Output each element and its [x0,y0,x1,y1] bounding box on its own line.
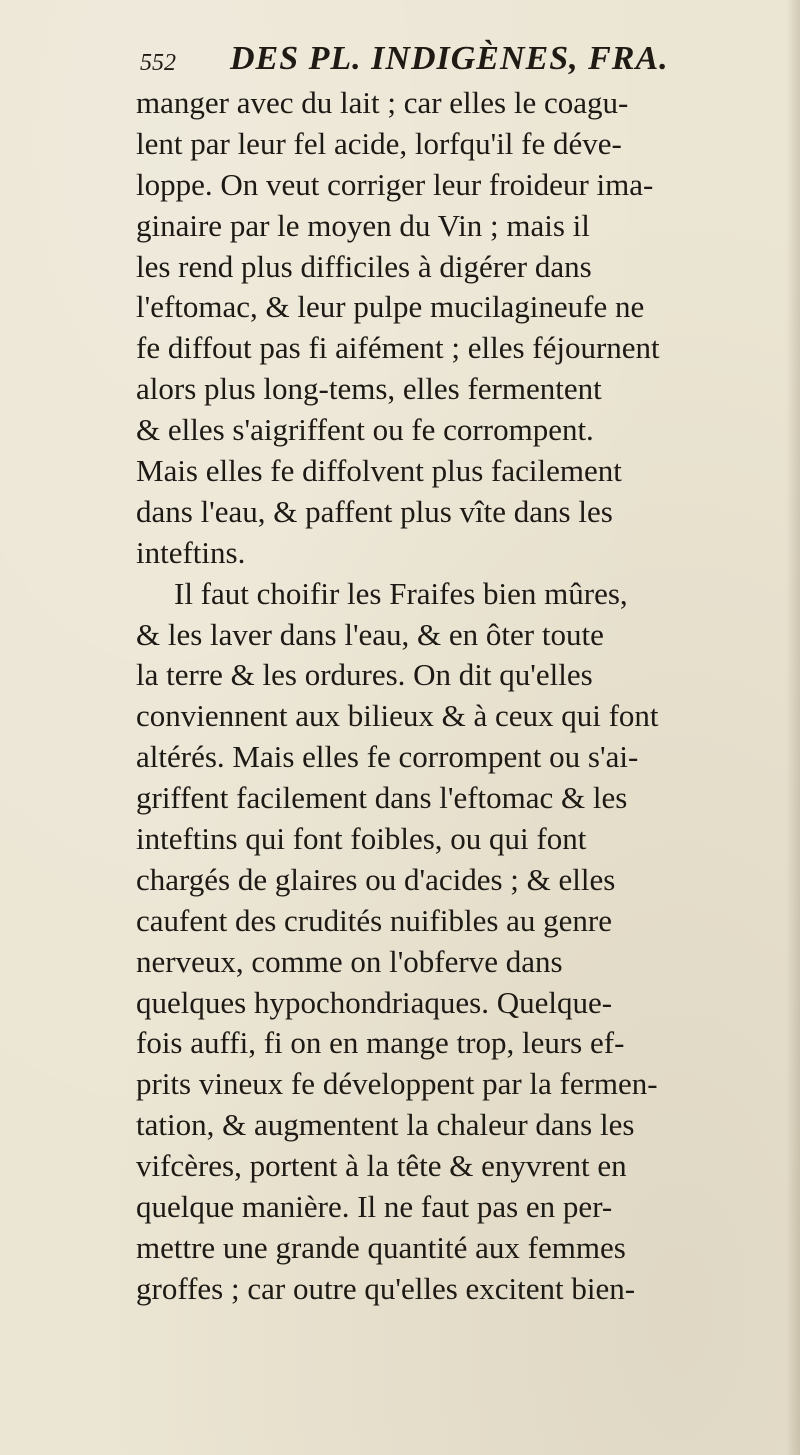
text-line: inteftins qui font foibles, ou qui font [136,821,587,857]
paragraph-start-line: Il faut choifir les Fraifes bien mûres, [174,575,628,611]
text-line: lent par leur fel acide, lorfqu'il fe déve- [136,125,622,161]
text-line: les rend plus difficiles à digérer dans [136,248,592,284]
text-line: fois auffi, fi on en mange trop, leurs ef- [136,1025,625,1061]
text-line: la terre & les ordures. On dit qu'elles [136,657,593,693]
text-line: chargés de glaires ou d'acides ; & elles [136,861,616,897]
text-line: ginaire par le moyen du Vin ; mais il [136,207,590,243]
text-line: loppe. On veut corriger leur froideur ima- [136,166,654,202]
page-edge-shadow [786,0,800,1455]
text-line: fe diffout pas fi aifément ; elles féjournent [136,330,660,366]
body-text [136,83,756,1310]
text-line: griffent facilement dans l'eftomac & les [136,780,628,816]
text-line: & elles s'aigriffent ou fe corrompent. [136,412,594,448]
text-line: Mais elles fe diffolvent plus facilement [136,453,622,489]
text-line: dans l'eau, & paffent plus vîte dans les [136,493,613,529]
text-line: nerveux, comme on l'obferve dans [136,943,563,979]
text-line: alors plus long-tems, elles fermentent [136,371,602,407]
text-line: inteftins. [136,534,246,570]
text-line: mettre une grande quantité aux femmes [136,1229,626,1265]
text-line: caufent des crudités nuifibles au genre [136,902,613,938]
text-line: l'eftomac, & leur pulpe mucilagineufe ne [136,289,645,325]
text-line: altérés. Mais elles fe corrompent ou s'ai- [136,739,639,775]
text-line: quelque manière. Il ne faut pas en per- [136,1189,613,1225]
text-line: vifcères, portent à la tête & enyvrent en [136,1148,627,1184]
text-line: tation, & augmentent la chaleur dans les [136,1107,635,1143]
text-line: quelques hypochondriaques. Quelque- [136,984,613,1020]
page-number: 552 [140,50,176,76]
running-head: DES PL. INDIGÈNES, FRA. [230,40,669,77]
text-line: & les laver dans l'eau, & en ôter toute [136,616,604,652]
text-line: manger avec du lait ; car elles le coagu- [136,85,629,120]
page-header [140,40,700,88]
text-line: groffes ; car outre qu'elles excitent bien- [136,1270,636,1306]
text-line: conviennent aux bilieux & à ceux qui font [136,698,659,734]
text-line: prits vineux fe développent par la fermen- [136,1066,658,1102]
